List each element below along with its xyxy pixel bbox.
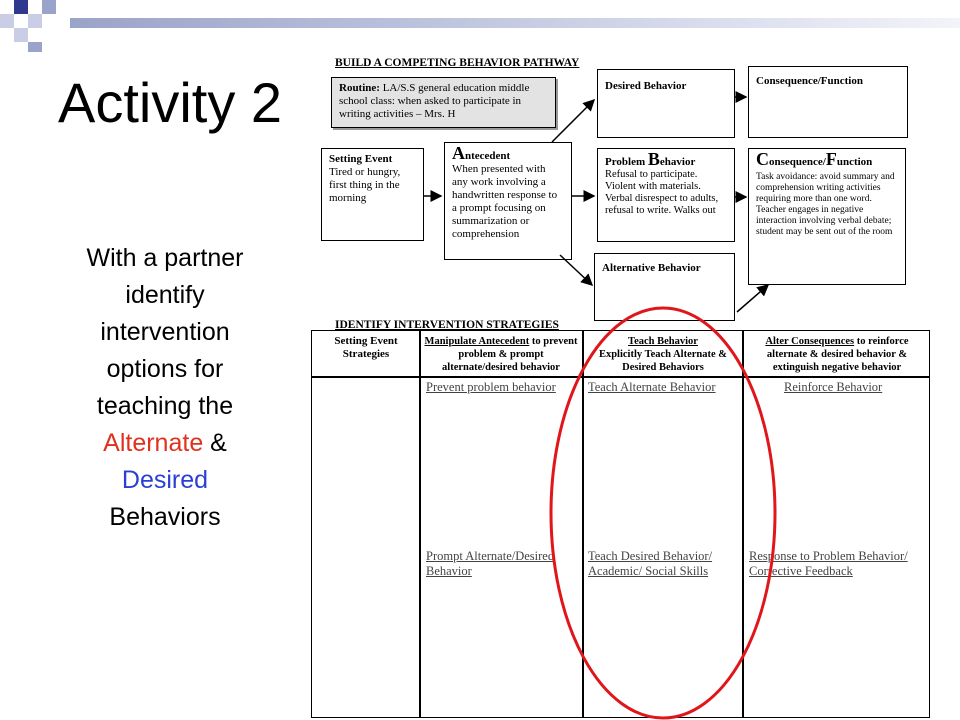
instruction-line: options for <box>106 355 224 383</box>
pathway-heading: BUILD A COMPETING BEHAVIOR PATHWAY <box>335 57 580 69</box>
problem-label-2: ehavior <box>659 156 696 168</box>
instruction-line: identify <box>125 281 205 309</box>
routine-label: Routine: <box>339 82 380 94</box>
instruction-line: teaching the <box>96 392 234 420</box>
col3-header-underlined: Teach Behavior <box>628 336 698 347</box>
consequence-mid: onsequence/ <box>769 156 826 168</box>
antecedent-title: ntecedent <box>465 150 511 162</box>
instruction-line: intervention <box>100 318 230 346</box>
ampersand: & <box>203 429 227 457</box>
setting-event-text: Tired or hungry, first thing in the morning <box>329 166 401 204</box>
problem-label-1: Problem <box>605 156 648 168</box>
col4-header-underlined: Alter Consequences <box>765 336 855 347</box>
setting-event-title: Setting Event <box>329 153 393 165</box>
antecedent-cap: A <box>452 143 465 163</box>
option-teach-alternate: Teach Alternate Behavior <box>588 380 716 394</box>
option-teach-desired: Teach Desired Behavior/ Academic/ Social Skills <box>588 549 713 578</box>
problem-behavior-text: Refusal to participate. Violent with materials. Verbal disrespect to adults, refusal to write. Walks out <box>605 169 719 216</box>
desired-behavior-label: Desired Behavior <box>605 80 687 92</box>
highlight-ellipse <box>551 308 775 718</box>
consequence-top-label: Consequence/Function <box>756 75 863 87</box>
slide-title: Activity 2 <box>58 71 283 134</box>
option-prompt-alternate: Prompt Alternate/Desired Behavior <box>426 549 555 578</box>
consequence-function-text: Task avoidance: avoid summary and comprehension writing activities requiring more than one word. Teacher engages in negative interaction involving verbal debate; student may be sent out of the room <box>756 172 895 237</box>
col2-header-rest: to prevent problem & prompt alternate/desired behavior <box>442 336 578 373</box>
alternate-word: Alternate <box>103 429 204 457</box>
option-prevent-problem: Prevent problem behavior <box>426 380 556 394</box>
desired-word: Desired <box>121 466 209 494</box>
option-reinforce: Reinforce Behavior <box>784 380 883 394</box>
col-header-setting-event: Setting Event Strategies <box>334 335 398 360</box>
consequence-c: C <box>756 149 769 169</box>
consequence-f: F <box>825 149 837 169</box>
instruction-line: With a partner <box>86 244 244 272</box>
col4-header-rest: to reinforce alternate & desired behavior & extinguish negative behavior <box>766 336 909 373</box>
option-response-problem: Response to Problem Behavior/ Corrective Feedback <box>749 549 908 578</box>
antecedent-text: When presented with any work involving a handwritten response to a prompt focusing on summarization or comprehension <box>452 163 558 240</box>
problem-cap: B <box>647 149 660 169</box>
routine-text: LA/S.S general education middle school class: when asked to participate in writing activities – Mrs. H <box>339 82 530 120</box>
col2-header-underlined: Manipulate Antecedent <box>424 336 530 347</box>
col3-header-rest: Explicitly Teach Alternate & Desired Behaviors <box>598 349 728 373</box>
consequence-end: unction <box>836 156 873 168</box>
alternative-behavior-label: Alternative Behavior <box>602 262 701 274</box>
behaviors-word: Behaviors <box>109 503 221 531</box>
strategies-heading: IDENTIFY INTERVENTION STRATEGIES <box>335 319 559 331</box>
